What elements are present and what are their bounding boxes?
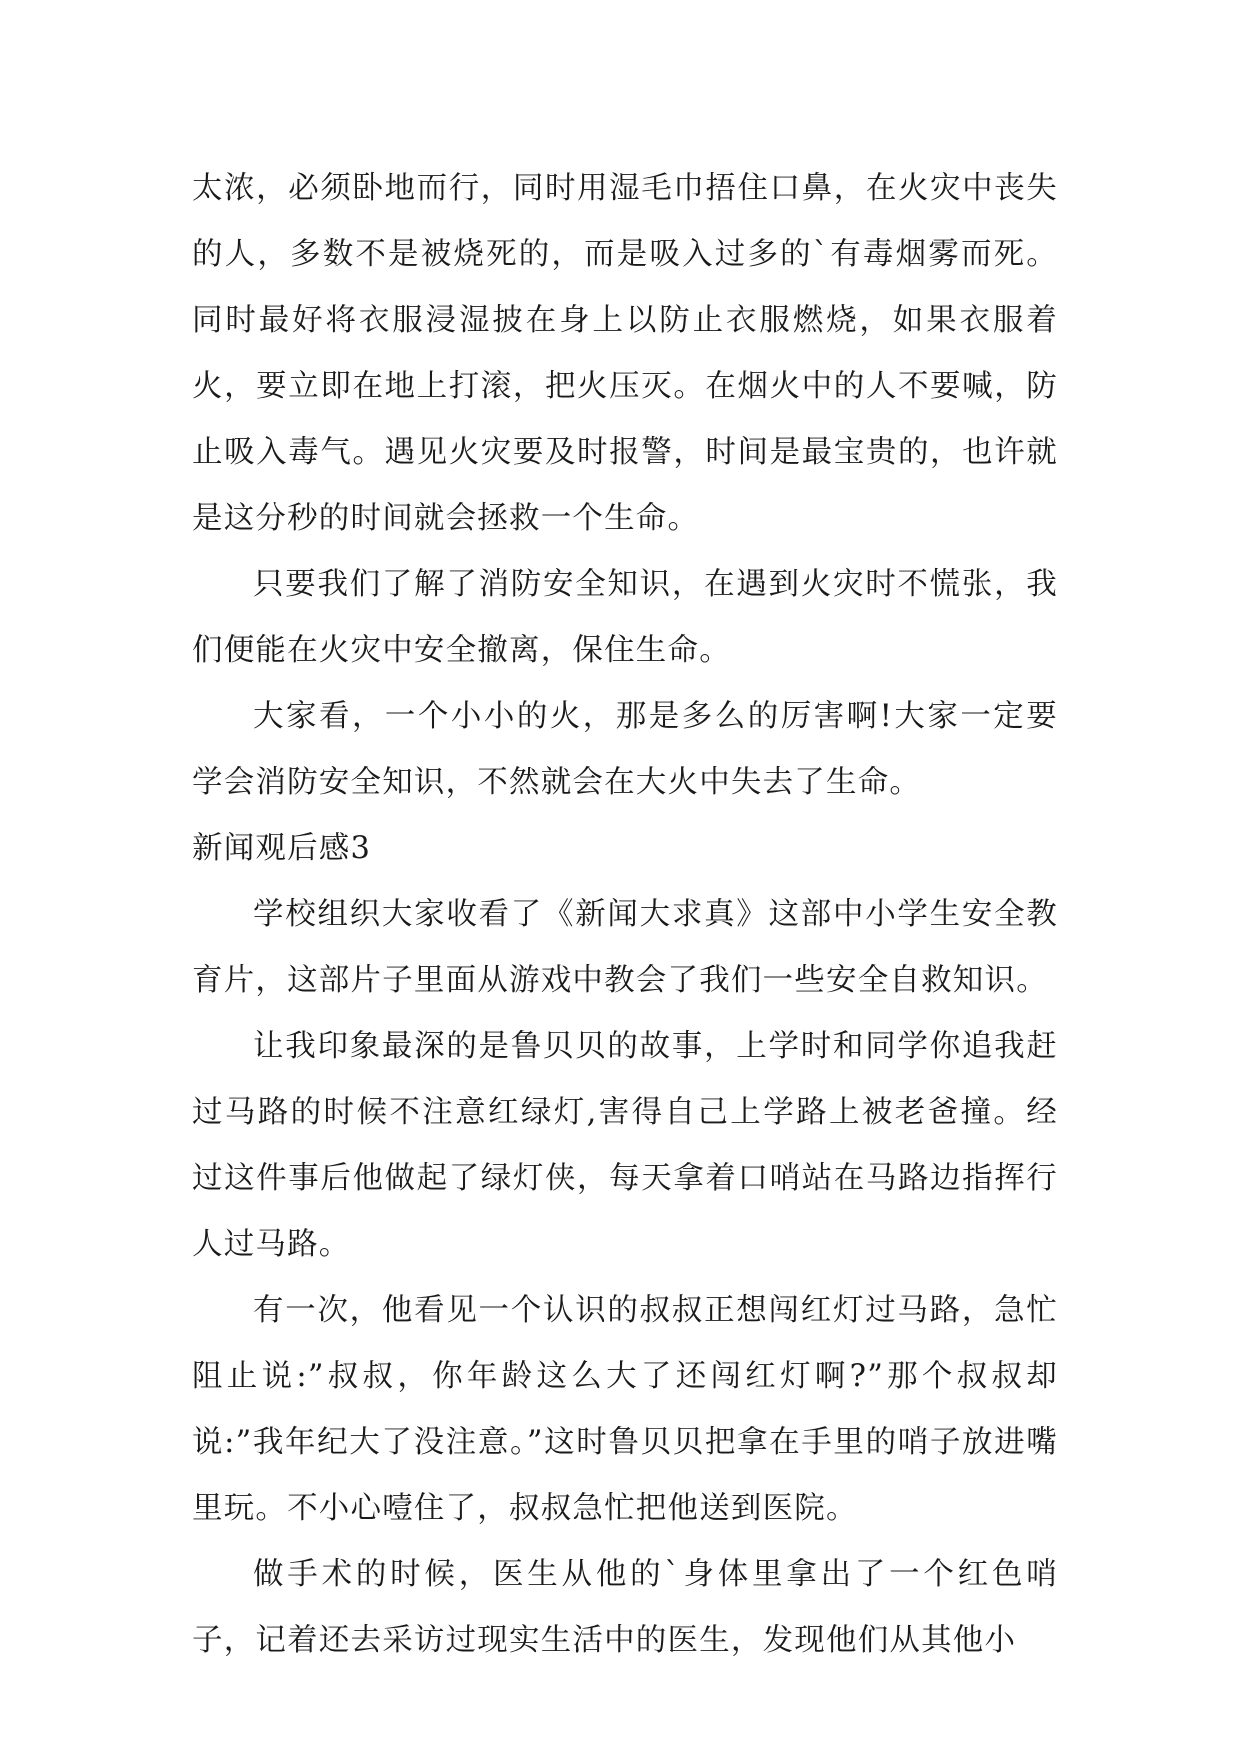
paragraph-school-film: 学校组织大家收看了《新闻大求真》这部中小学生安全教育片，这部片子里面从游戏中教会了我们一些安全自救知识。	[192, 897, 1058, 998]
paragraph-red-light-uncle: 有一次，他看见一个认识的叔叔正想闯红灯过马路，急忙阻止说:”叔叔，你年龄这么大了还闯红灯啊?”那个叔叔却说:”我年纪大了没注意。”这时鲁贝贝把拿在手里的哨子放进嘴里玩。不小心噎住了，叔叔急忙把他送到医院。	[192, 1293, 1058, 1526]
paragraph-lu-beibei-story: 让我印象最深的是鲁贝贝的故事，上学时和同学你追我赶过马路的时候不注意红绿灯,害得自己上学路上被老爸撞。经过这件事后他做起了绿灯侠，每天拿着口哨站在马路边指挥行人过马路。	[192, 1029, 1058, 1262]
paragraph-fire-safety-knowledge: 只要我们了解了消防安全知识，在遇到火灾时不慌张，我们便能在火灾中安全撤离，保住生命。	[192, 567, 1058, 668]
section-heading: 新闻观后感3	[192, 831, 372, 866]
paragraph-fire-escape-tips: 太浓，必须卧地而行，同时用湿毛巾捂住口鼻，在火灾中丧失的人，多数不是被烧死的，而是吸入过多的`有毒烟雾而死。同时最好将衣服浸湿披在身上以防止衣服燃烧，如果衣服着火，要立即在地上打滚，把火压灭。在烟火中的人不要喊，防止吸入毒气。遇见火灾要及时报警，时间是最宝贵的，也许就是这分秒的时间就会拯救一个生命。	[192, 171, 1058, 536]
document-body	[192, 156, 1058, 1674]
paragraph-surgery: 做手术的时候，医生从他的`身体里拿出了一个红色哨子，记着还去采访过现实生活中的医生，发现他们从其他小	[192, 1557, 1058, 1658]
paragraph-fire-danger: 大家看，一个小小的火，那是多么的厉害啊!大家一定要学会消防安全知识，不然就会在大火中失去了生命。	[192, 699, 1058, 800]
